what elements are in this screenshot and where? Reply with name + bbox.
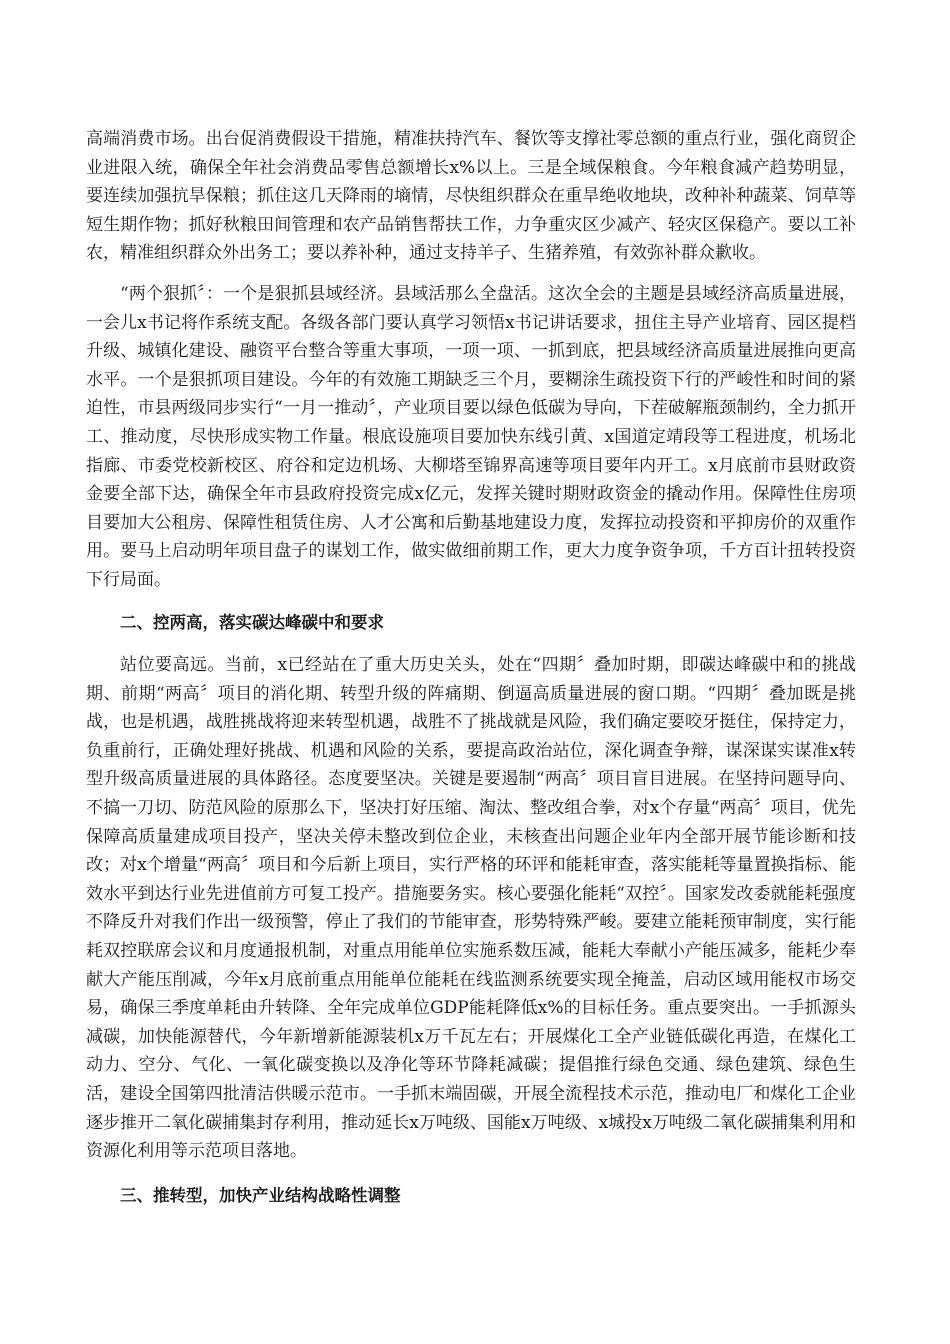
paragraph-consumption-grain: 高端消费市场。出台促消费假设干措施，精准扶持汽车、餐饮等支撑社零总额的重点行业，强化商贸企业进限入统，确保全年社会消费品零售总额增长x%以上。三是全域保粮食。今年粮食减产趋势明显，要连续加强抗旱保粮；抓住这几天降雨的墒情，尽快组织群众在重旱绝收地块，改种补种蔬菜、饲草等短生期作物；抓好秋粮田间管理和农产品销售帮扶工作，力争重灾区少减产、轻灾区保稳产。要以工补农，精准组织群众外出务工；要以养补种，通过支持羊子、生猪养殖，有效弥补群众歉收。 <box>86 129 856 264</box>
section-heading-3: 三、推转型，加快产业结构战略性调整 <box>120 1185 401 1205</box>
paragraph-two-focus: “两个狠抓〞：一个是狠抓县域经济。县域活那么全盘活。这次全会的主题是县域经济高质量进展，一会儿x书记将作系统支配。各级各部门要认真学习领悟x书记讲话要求，扭住主导产业培育、园区提档升级、城镇化建设、融资平台整合等重大事项，一项一项、一抓到底，把县域经济高质量进展推向更高水平。一个是狠抓项目建设。今年的有效施工期缺乏三个月，要糊涂生疏投资下行的严峻性和时间的紧迫性，市县两级同步实行“一月一推动〞，产业项目要以绿色低碳为导向，下茬破解瓶颈制约，全力抓开工、推动度，尽快形成实物工作量。根底设施项目要加快东线引黄、x国道定靖段等工程进度，机场北指廊、市委党校新校区、府谷和定边机场、大柳塔至锦界高速等项目要年内开工。x月底前市县财政资金要全部下达，确保全年市县政府投资完成x亿元，发挥关键时期财政资金的撬动作用。保障性住房项目要加大公租房、保障性租赁住房、人才公寓和后勤基地建设力度，发挥拉动投资和平抑房价的双重作用。要马上启动明年项目盘子的谋划工作，做实做细前期工作，更大力度争资争项，千方百计扭转投资下行局面。 <box>86 283 856 590</box>
document-body <box>86 125 856 1210</box>
section-heading-2: 二、控两高，落实碳达峰碳中和要求 <box>120 612 384 632</box>
paragraph-carbon-peak: 站位要高远。当前，x已经站在了重大历史关头，处在“四期〞叠加时期，即碳达峰碳中和的挑战期、前期“两高〞项目的消化期、转型升级的阵痛期、倒逼高质量进展的窗口期。“四期〞叠加既是挑战，也是机遇，战胜挑战将迎来转型机遇，战胜不了挑战就是风险，我们确定要咬牙挺住，保持定力，负重前行，正确处理好挑战、机遇和风险的关系，要提高政治站位，深化调查争辩，谋深谋实谋准x转型升级高质量进展的具体路径。态度要坚决。关键是要遏制“两高〞项目盲目进展。在坚持问题导向、不搞一刀切、防范风险的原那么下，坚决打好压缩、淘汰、整改组合拳，对x个存量“两高〞项目，优先保障高质量建成项目投产，坚决关停未整改到位企业，未核查出问题企业年内全部开展节能诊断和技改；对x个增量“两高〞项目和今后新上项目，实行严格的环评和能耗审查，落实能耗等量置换指标、能效水平到达行业先进值前方可复工投产。措施要务实。核心要强化能耗“双控〞。国家发改委就能耗强度不降反升对我们作出一级预警，停止了我们的节能审查，形势特殊严峻。要建立能耗预审制度，实行能耗双控联席会议和月度通报机制，对重点用能单位实施系数压减，能耗大奉献小产能压减多，能耗少奉献大产能压削减，今年x月底前重点用能单位能耗在线监测系统要实现全掩盖，启动区域用能权市场交易，确保三季度单耗由升转降、全年完成单位GDP能耗降低x%的目标任务。重点要突出。一手抓源头减碳，加快能源替代，今年新增新能源装机x万千瓦左右；开展煤化工全产业链低碳化再造，在煤化工动力、空分、气化、一氧化碳变换以及净化等环节降耗减碳；提倡推行绿色交通、绿色建筑、绿色生活，建设全国第四批清洁供暖示范市。一手抓末端固碳，开展全流程技术示范，推动电厂和煤化工企业逐步推开二氧化碳捕集封存利用，推动延长x万吨级、国能x万吨级、x城投x万吨级二氧化碳捕集利用和资源化利用等示范项目落地。 <box>86 655 856 1162</box>
